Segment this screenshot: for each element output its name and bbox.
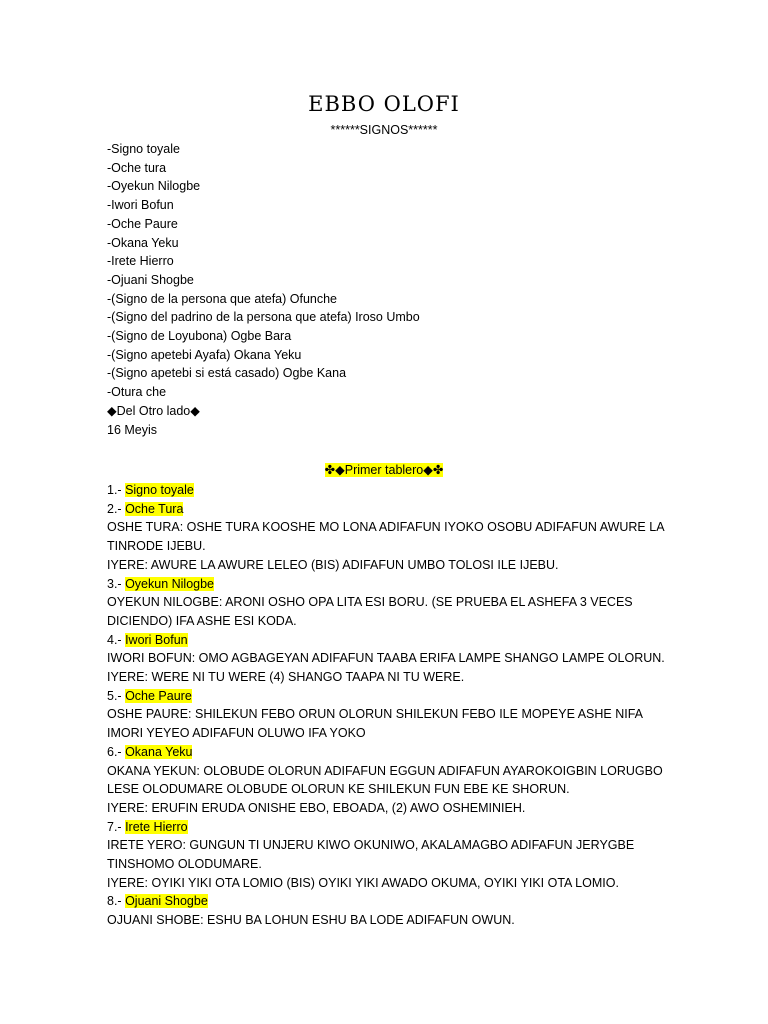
body-paragraph: IWORI BOFUN: OMO AGBAGEYAN ADIFAFUN TAABA ERIFA LAMPE SHANGO LAMPE OLORUN.	[107, 651, 665, 666]
item-number: 7.-	[107, 819, 126, 834]
body-paragraph: IRETE YERO: GUNGUN TI UNJERU KIWO OKUNIWO, AKALAMAGBO ADIFAFUN JERYGBE TINSHOMO OLODUMARE.	[107, 838, 635, 872]
item-sign-name: Oyekun Nilogbe	[125, 576, 215, 591]
numbered-item	[107, 892, 667, 911]
list-item: ◆Del Otro lado◆	[107, 403, 200, 418]
body-paragraph: IYERE: WERE NI TU WERE (4) SHANGO TAAPA NI TU WERE.	[107, 670, 465, 685]
item-number: 8.-	[107, 894, 126, 909]
list-item: -Oche tura	[107, 160, 167, 175]
item-number: 5.-	[107, 688, 126, 703]
item-sign-name: Iwori Bofun	[125, 632, 188, 647]
body-paragraph: IYERE: ERUFIN ERUDA ONISHE EBO, EBOADA, (2) AWO OSHEMINIEH.	[107, 800, 526, 815]
item-sign-name: Okana Yeku	[125, 744, 193, 759]
list-item: -Iwori Bofun	[107, 198, 174, 213]
list-item: -Ojuani Shogbe	[107, 272, 194, 287]
item-number: 4.-	[107, 632, 126, 647]
list-item: -(Signo de Loyubona) Ogbe Bara	[107, 329, 292, 344]
tablero-body	[107, 481, 667, 930]
section-heading	[0, 462, 768, 479]
item-sign-name: Signo toyale	[125, 483, 194, 497]
numbered-item	[107, 575, 667, 594]
item-sign-name: Oche Paure	[125, 688, 192, 703]
item-sign-name: Ojuani Shogbe	[125, 894, 208, 909]
item-number: 2.-	[107, 501, 126, 516]
body-paragraph: IYERE: OYIKI YIKI OTA LOMIO (BIS) OYIKI YIKI AWADO OKUMA, OYIKI YIKI OTA LOMIO.	[107, 875, 619, 890]
document-title: EBBO OLOFI	[308, 92, 460, 116]
body-paragraph: IYERE: AWURE LA AWURE LELEO (BIS) ADIFAFUN UMBO TOLOSI ILE IJEBU.	[107, 557, 559, 572]
list-item: -(Signo del padrino de la persona que atefa) Iroso Umbo	[107, 310, 420, 325]
body-paragraph: OSHE TURA: OSHE TURA KOOSHE MO LONA ADIFAFUN IYOKO OSOBU ADIFAFUN AWURE LA TINRODE IJEBU.	[107, 520, 664, 554]
list-item: -Oche Paure	[107, 216, 178, 231]
list-item: -(Signo de la persona que atefa) Ofunche	[107, 291, 338, 306]
list-item: -Irete Hierro	[107, 254, 174, 269]
body-paragraph: OJUANI SHOBE: ESHU BA LOHUN ESHU BA LODE ADIFAFUN OWUN.	[107, 913, 515, 928]
list-item: -Otura che	[107, 385, 167, 400]
numbered-item	[107, 743, 667, 762]
item-number: 1.-	[107, 483, 126, 497]
list-item: -Okana Yeku	[107, 235, 179, 250]
signos-heading: ******SIGNOS******	[330, 123, 438, 137]
body-paragraph: OSHE PAURE: SHILEKUN FEBO ORUN OLORUN SHILEKUN FEBO ILE MOPEYE ASHE NIFA IMORI YEYEO ADIFAFUN OLUWO IFA YOKO	[107, 707, 643, 741]
body-paragraph: OYEKUN NILOGBE: ARONI OSHO OPA LITA ESI BORU. (SE PRUEBA EL ASHEFA 3 VECES DICIENDO) IFA ASHE ESI KODA.	[107, 595, 633, 628]
section-heading-text: ✤◆Primer tablero◆✤	[324, 463, 444, 477]
item-sign-name: Oche Tura	[125, 501, 184, 516]
numbered-item	[107, 481, 667, 500]
numbered-item	[107, 500, 667, 519]
body-paragraph: OKANA YEKUN: OLOBUDE OLORUN ADIFAFUN EGGUN ADIFAFUN AYAROKOIGBIN LORUGBO LESE OLODUMARE OLOBUDE OLORUN KE SHILEKUN FUN EBE KE SHORUN.	[107, 763, 663, 797]
signos-list	[107, 140, 727, 439]
list-item: -Oyekun Nilogbe	[107, 179, 201, 194]
numbered-item	[107, 687, 667, 706]
item-number: 3.-	[107, 576, 126, 591]
list-item: 16 Meyis	[107, 422, 158, 437]
numbered-item	[107, 631, 667, 650]
item-sign-name: Irete Hierro	[125, 819, 188, 834]
list-item: -(Signo apetebi si está casado) Ogbe Kana	[107, 366, 347, 381]
item-number: 6.-	[107, 744, 126, 759]
list-item: -(Signo apetebi Ayafa) Okana Yeku	[107, 347, 302, 362]
list-item: -Signo toyale	[107, 142, 180, 156]
numbered-item	[107, 818, 667, 837]
